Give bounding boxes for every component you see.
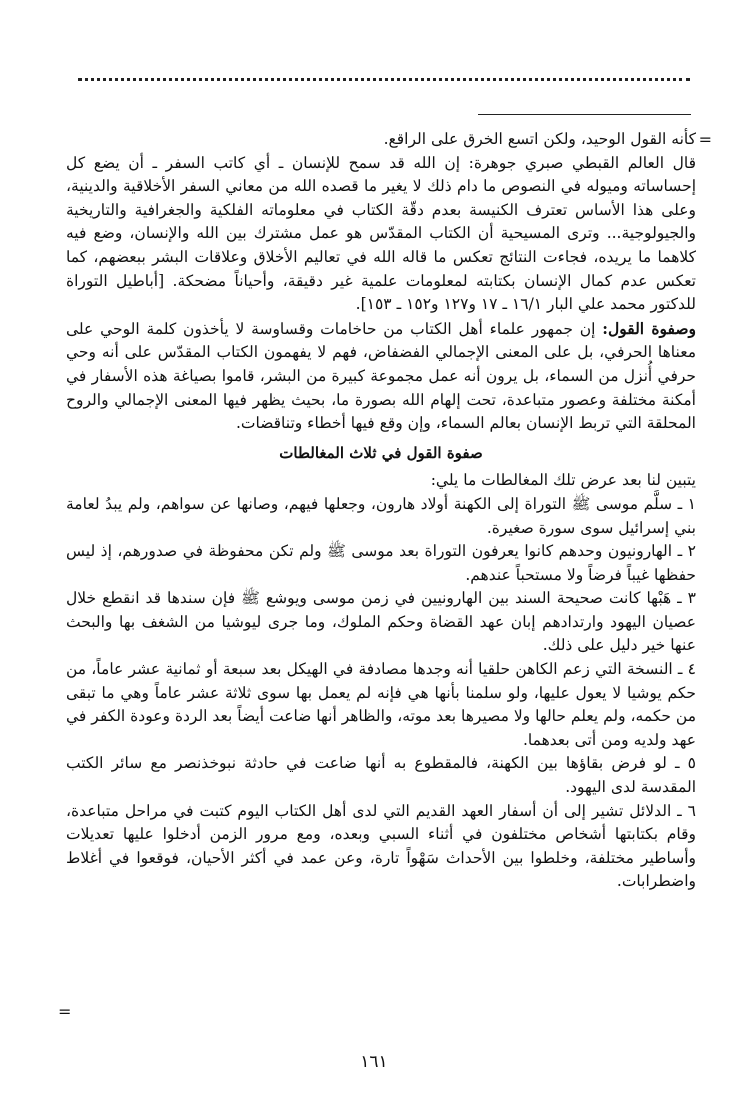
section-heading: صفوة القول في ثلاث المغالطات	[279, 443, 483, 462]
list-item: ٣ ـ هَبْها كانت صحيحة السند بين الهارونيين في زمن موسى ويوشع ﷺ فإن سندها قد انقطع خلال عصيان اليهود وارتدادهم إبان عهد القضاة وحكم الملوك، وما جرى ليوشيا من الشغف بها والبحث عنها خير دليل على ذلك.	[66, 589, 696, 655]
summary-text: إن جمهور علماء أهل الكتاب من حاخامات وقساوسة لا يأخذون كلمة الوحي على معناها الحرفي، بل على المعنى الإجمالي الفضفاض، فهم لا يفهمون الكتاب المقدّس على أنه وحي حرفي أُنزل من السماء، بل يرون أنه عمل مجموعة كبيرة من البشر، قاموا بصياغة هذه الأسفار في أمكنة مختلفة وعصور متباعدة، تحت إلهام الله بصورة ما، بحيث يظهر فيها المعنى الإجمالي والروح المحلقة التي تربط الإنسان بعالم السماء، وإن وقع فيها أخطاء وتناقضات.	[66, 319, 696, 433]
footnote-continuation: كأنه القول الوحيد، ولكن اتسع الخرق على الراقع.	[383, 130, 696, 148]
page-body	[66, 128, 696, 894]
summary-label: وصفوة القول:	[602, 318, 696, 338]
list-item: ٤ ـ النسخة التي زعم الكاهن حلقيا أنه وجدها مصادفة في الهيكل بعد سبعة أو ثمانية عشر عاماً، من حكم يوشيا لا يعول عليها، ولو سلمنا بأنها هي فإنه لم يعمل بها سوى ثلاثة عشر عاماً وهي ما تبقى من حكمه، ولم يعلم حالها ولا مصيرها بعد موته، والظاهر أنها ضاعت أيضاً بعد الردة وعودة الكفر في عهد ولديه ومن أتى بعدهما.	[66, 660, 696, 749]
footnote-continuation-marker: =	[698, 130, 712, 149]
list-item: ٥ ـ لو فرض بقاؤها بين الكهنة، فالمقطوع به أنها ضاعت في حادثة نبوخذنصر مع سائر الكتب المقدسة لدى اليهود.	[66, 754, 696, 797]
list-item: ٦ ـ الدلائل تشير إلى أن أسفار العهد القديم التي لدى أهل الكتاب اليوم كتبت في مراحل متباعدة، وقام بكتابتها أشخاص مختلفون في أثناء السبي وبعده، ومع مرور الزمن أدخلوا عليها تعديلات وأساطير مختلفة، وخلطوا بين الأحداث سَهْواً تارة، وعن عمد في أكثر الأحيان، فوقعوا في أغلاط واضطرابات.	[66, 801, 696, 891]
footnote-quote: قال العالم القبطي صبري جوهرة: إن الله قد سمح للإنسان ـ أي كاتب السفر ـ أن يضع كل إحساساته وميوله في النصوص ما دام ذلك لا يغير ما قصده الله من معاني السفر الأخلاقية والدينية، وعلى هذا الأساس تعترف الكنيسة بعدم دقّة الكتاب في معلوماته الفلكية والجغرافية والتاريخية والجيولوجية... وترى المسيحية أن الكتاب المقدّس هو عمل مشترك بين الله والإنسان، وضع فيه كلاهما ما يريده، فجاءت النتائج تعكس ما قاله الله في تعاليم الأخلاق وعلاقات البشر ببعضهم، كما تعكس عدم كمال الإنسان بكتابته لمعلومات علمية غير دقيقة، وأحياناً مضحكة. [أباطيل التوراة للدكتور محمد علي البار ١٦/١ ـ ١٧ و١٢٧ و١٥٢ ـ ١٥٣].	[66, 153, 696, 314]
section-intro: يتبين لنا بعد عرض تلك المغالطات ما يلي:	[430, 471, 696, 490]
page-number: ١٦١	[360, 1052, 388, 1072]
continuation-marker: =	[58, 1002, 72, 1021]
list-item: ١ ـ سلَّم موسى ﷺ التوراة إلى الكهنة أولاد هارون، وجعلها فيهم، وصانها عن سواهم، ولم يبدُ لعامة بني إسرائيل سوى سورة صغيرة.	[66, 494, 696, 537]
header-dotted-rule	[78, 78, 690, 81]
list-item: ٢ ـ الهارونيون وحدهم كانوا يعرفون التوراة بعد موسى ﷺ ولم تكن محفوظة في صدورهم، إذ ليس حفظها غيباً فرضاً ولا مستحباً عندهم.	[66, 542, 696, 584]
footnote-separator	[478, 114, 691, 115]
summary-paragraph	[66, 317, 696, 436]
